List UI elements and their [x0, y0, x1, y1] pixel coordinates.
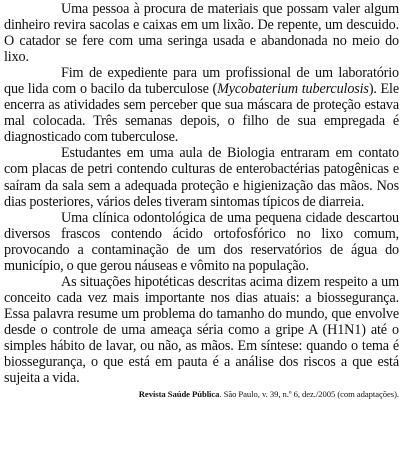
paragraph-estudantes: Estudantes em uma aula de Biologia entraram em contato com placas de petri contendo culturas de enterobactérias patogênicas e saíram da sala sem a adequada proteção e higienização das mãos. Nos dias posteriores, vários deles tiveram sintomas típicos de diarreia.: [4, 145, 399, 210]
source-details: . São Paulo, v. 39, n.º 6, dez./2005 (com adaptações).: [219, 389, 399, 400]
paragraph-biosseguranca: As situações hipotéticas descritas acima dizem respeito a um conceito cada vez mais importante nos dias atuais: a biossegurança. Essa palavra resume um problema do tamanho do mundo, que envolve desde o controle de uma ameaça séria como a gripe A (H1N1) até o simples hábito de lavar, ou não, as mãos. Em síntese: quando o tema é biossegurança, o que está em pauta é a análise dos riscos a que está sujeita a vida.: [4, 273, 399, 387]
paragraph-laboratorio: [4, 65, 399, 145]
source-citation: [4, 388, 399, 400]
paragraph-clinica: Uma clínica odontológica de uma pequena cidade descartou diversos frascos contendo ácido ortofosfórico no lixo comum, provocando a contaminação de um dos reservatórios de água do município, o que gerou náuseas e vômito na população.: [4, 209, 399, 274]
paragraph-laboratorio-end: ). Ele encerra as atividades sem perceber que sua máscara de proteção estava mal colocada. Três semanas depois, o filho de sua empregada é diagnosticado com tuberculose.: [4, 81, 399, 146]
paragraph-laboratorio-start: Fim de expediente para um profissional de um laboratório que lida com o bacilo da tuberculose (: [4, 65, 399, 98]
species-name: Mycobaterium tuberculosis: [217, 81, 369, 98]
source-journal: Revista Saúde Pública: [138, 389, 220, 400]
document-body: [4, 1, 399, 400]
paragraph-catador: Uma pessoa à procura de materiais que possam valer algum dinheiro revira sacolas e caixas em um lixão. De repente, um descuido. O catador se fere com uma seringa usada e abandonada no meio do lixo.: [4, 1, 399, 66]
